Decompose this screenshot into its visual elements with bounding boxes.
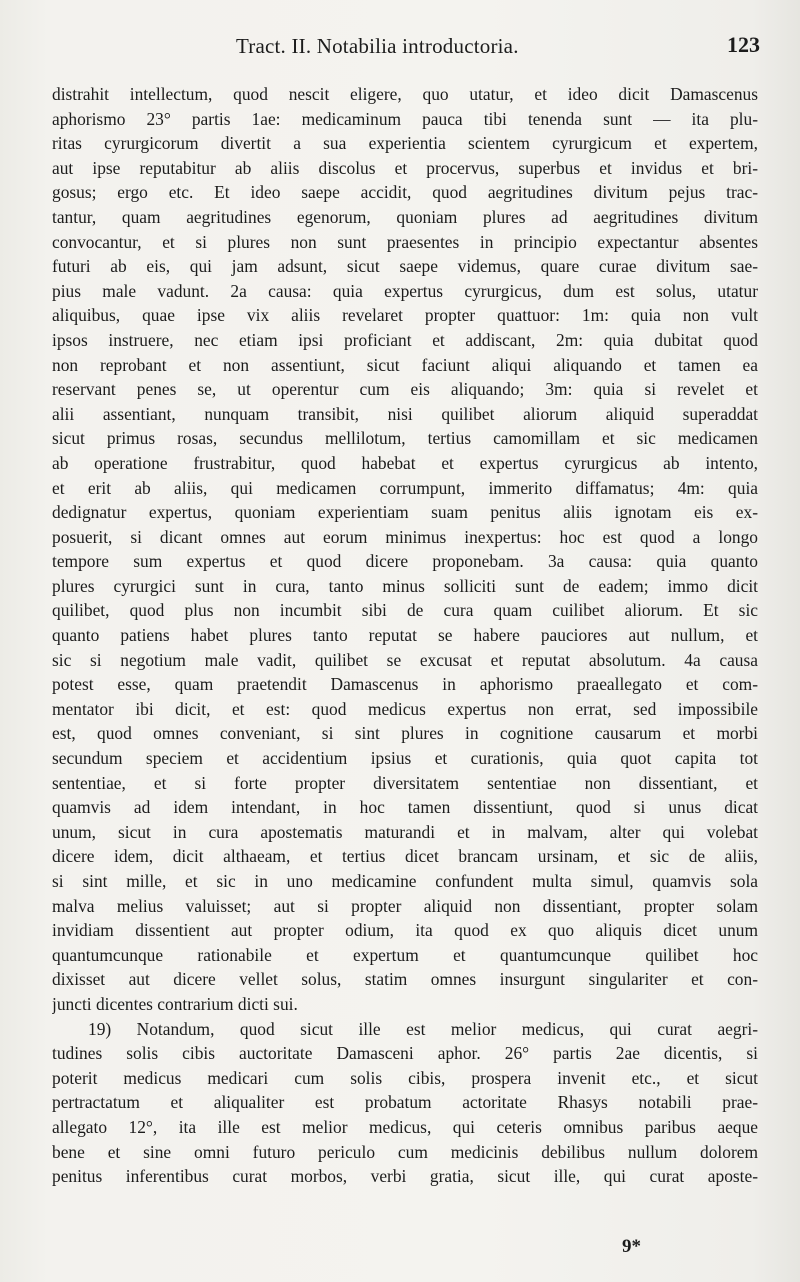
section-start-line: 19) Notandum, quod sicut ille est melior medicus, qui curat aegri- (88, 1018, 758, 1039)
text-line: gosus; ergo etc. Et ideo saepe accidit, quod aegritudines divitum pejus trac- (52, 182, 758, 203)
text-line: poterit medicus medicari cum solis cibis, prospera invenit etc., et sicut (52, 1067, 758, 1088)
text-line: secundum speciem et accidentium ipsius et curationis, quia quot capita tot (52, 748, 758, 769)
text-line: bene et sine omni futuro periculo cum medicinis debilibus nullum dolorem (52, 1141, 758, 1162)
text-line: et erit ab aliis, qui medicamen corrumpunt, immerito diffamatus; 4m: quia (52, 477, 758, 498)
text-line: penitus inferentibus curat morbos, verbi gratia, sicut ille, qui curat aposte- (52, 1166, 758, 1187)
text-line: tempore sum expertus et quod dicere proponebam. 3a causa: quia quanto (52, 551, 758, 572)
text-line: mentator ibi dicit, et est: quod medicus expertus non errat, sed impossibile (52, 698, 758, 719)
text-line: sicut primus rosas, secundus mellilotum, tertius camomillam et sic medicamen (52, 428, 758, 449)
text-line: aliquibus, quae ipse vix aliis revelaret propter quattuor: 1m: quia non vult (52, 305, 758, 326)
text-line: pius male vadunt. 2a causa: quia expertus cyrurgicus, dum est solus, utatur (52, 280, 758, 301)
text-line: pertractatum et aliqualiter est probatum actoritate Rhasys notabili prae- (52, 1092, 758, 1113)
text-line: unum, sicut in cura apostematis maturandi et in malvam, alter qui volebat (52, 821, 758, 842)
text-line: distrahit intellectum, quod nescit eligere, quo utatur, et ideo dicit Damascenus (52, 84, 758, 104)
page-header (0, 30, 800, 64)
text-line: tantur, quam aegritudines egenorum, quoniam plures ad aegritudines divitum (52, 206, 758, 227)
text-line: si sint mille, et sic in uno medicamine confundent multa simul, quamvis sola (52, 871, 758, 891)
text-line: dicere idem, dicit althaeam, et tertius dicet brancam ursinam, et sic de aliis, (52, 846, 758, 867)
text-line: est, quod omnes conveniant, si sint plures in cognitione causarum et morbi (52, 723, 758, 744)
text-line: reservant penes se, ut operentur cum eis aliquando; 3m: quia si revelet et (52, 379, 758, 400)
text-line: invidiam dissentient aut propter odium, ita quod ex quo aliquis dicet unum (52, 920, 758, 941)
body-text (52, 82, 758, 1189)
text-line: aphorismo 23° partis 1ae: medicaminum pauca tibi tenenda sunt — ita plu- (52, 108, 758, 129)
text-line: convocantur, et si plures non sunt praesentes in principio expectantur absentes (52, 231, 758, 252)
text-line: non reprobant et non assentiunt, sicut faciunt aliqui aliquando et tamen ea (52, 354, 758, 375)
text-line: quanto patiens habet plures tanto reputat se habere pauciores aut nullum, et (52, 625, 758, 646)
text-line: quilibet, quod plus non incumbit sibi de cura quam cuilibet aliorum. Et sic (52, 600, 758, 621)
text-line: quamvis ad idem intendant, in hoc tamen dissentiunt, quod si unus dicat (52, 797, 758, 818)
text-line: futuri ab eis, qui jam adsunt, sicut saepe videmus, quare curae divitum sae- (52, 256, 758, 277)
text-line: plures cyrurgici sunt in cura, tanto minus solliciti sunt de eadem; immo dicit (52, 575, 758, 596)
page-number: 123 (727, 32, 760, 57)
text-line: quantumcunque rationabile et expertum et quantumcunque quilibet hoc (52, 944, 758, 965)
text-line: malva melius valuisset; aut si propter aliquid non dissentiant, propter solam (52, 895, 758, 916)
text-line: ab operatione frustrabitur, quod habebat et expertus cyrurgicus ab intento, (52, 452, 758, 473)
text-line: tudines solis cibis auctoritate Damasceni aphor. 26° partis 2ae dicentis, si (52, 1043, 758, 1064)
text-line: allegato 12°, ita ille est melior medicus, qui ceteris omnibus paribus aeque (52, 1116, 758, 1137)
text-line: posuerit, si dicant omnes aut eorum minimus inexpertus: hoc est quod a longo (52, 526, 758, 547)
text-line: aut ipse reputabitur ab aliis discolus et procervus, superbus et invidus et bri- (52, 157, 758, 178)
text-line: dedignatur expertus, quoniam experientiam suam penitus aliis ignotam eis ex- (52, 502, 758, 523)
text-line: sententiae, et si forte propter diversitatem sententiae non dissentiant, et (52, 772, 758, 793)
text-line: sic si negotium male vadit, quilibet se excusat et reputat absolutum. 4a causa (52, 649, 758, 670)
text-line: dixisset aut dicere vellet solus, statim omnes insurgunt singulariter et con- (52, 969, 758, 990)
running-title: Tract. II. Notabilia introductoria. (236, 34, 519, 58)
text-line: alii assentiant, nunquam transibit, nisi quilibet aliorum aliquid superaddat (52, 403, 758, 424)
text-line: ipsos instruere, nec etiam ipsi proficiant et addiscant, 2m: quia dubitat quod (52, 329, 758, 350)
signature-mark: 9* (622, 1236, 641, 1257)
text-line: ritas cyrurgicorum divertit a sua experientia scientem cyrurgicum et expertem, (52, 133, 758, 154)
text-line: potest esse, quam praetendit Damascenus in aphorismo praeallegato et com- (52, 674, 758, 695)
paragraph-end-line: juncti dicentes contrarium dicti sui. (52, 993, 298, 1014)
